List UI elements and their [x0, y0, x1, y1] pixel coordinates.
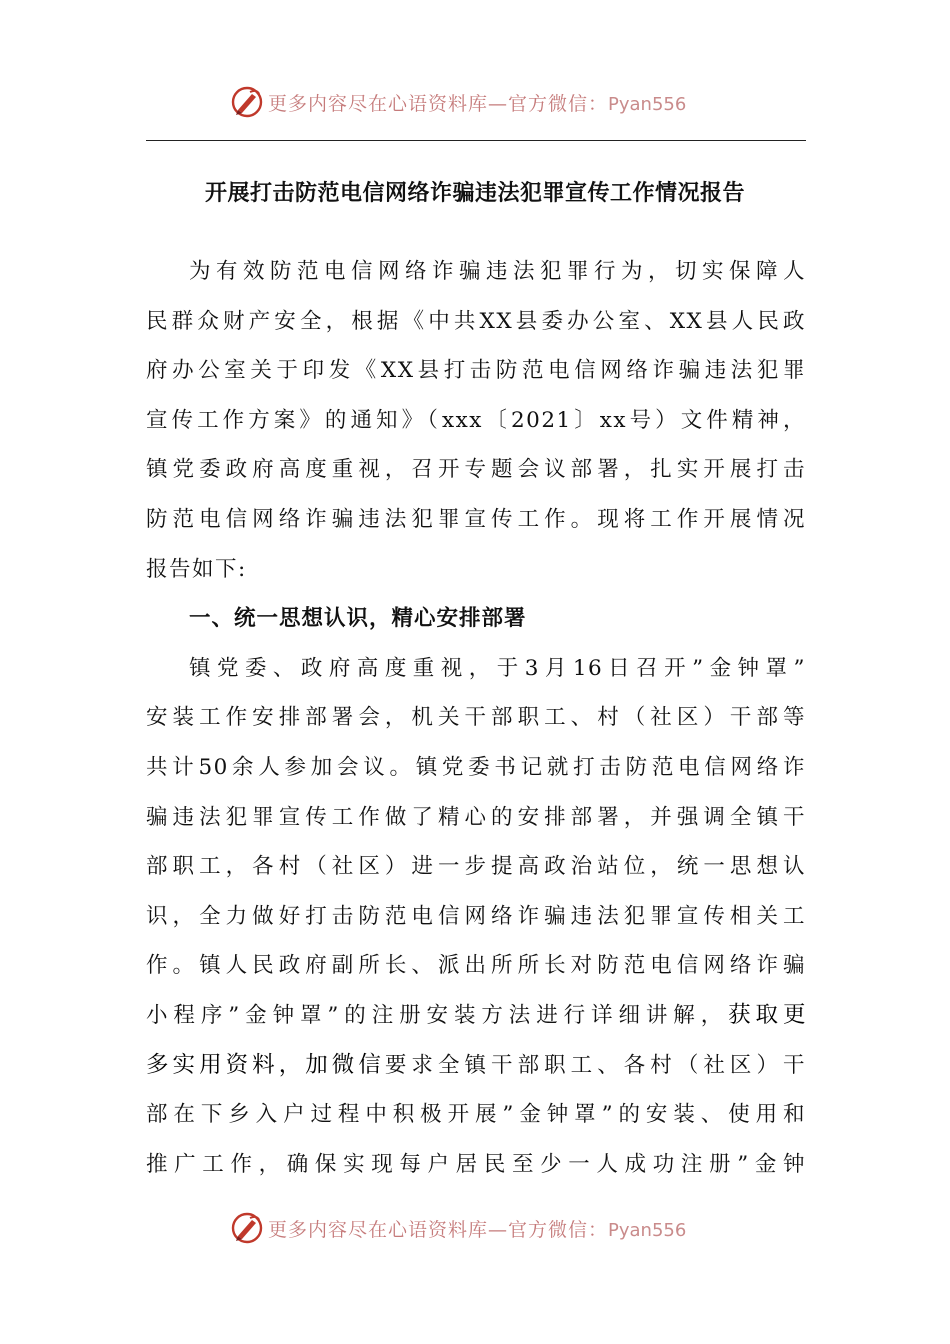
text-segment: 小程序”金钟罩”的注册安装方法进行详细讲解， [146, 1002, 729, 1028]
text-line: 防范电信网络诈骗违法犯罪宣传工作。现将工作开展情况 [146, 506, 806, 532]
text-line [146, 1041, 806, 1091]
text-segment: 要求全镇干部职工、各村（社区）干 [384, 1052, 806, 1078]
text-line: 为有效防范电信网络诈骗违法犯罪行为，切实保障人 [189, 259, 806, 284]
text-line: 镇党委、政府高度重视，于3月16日召开”金钟罩” [189, 655, 806, 681]
text-line: 共计50余人参加会议。镇党委书记就打击防范电信网络诈 [146, 754, 806, 780]
footer-banner-text: 更多内容尽在心语资料库—官方微信： [268, 1218, 609, 1241]
text-line: 民群众财产安全，根据《中共XX县委办公室、XX县人民政 [146, 308, 806, 334]
text-line: 推广工作，确保实现每户居民至少一人成功注册”金钟 [146, 1151, 806, 1177]
text-line: 府办公室关于印发《XX县打击防范电信网络诈骗违法犯罪 [146, 358, 806, 384]
text-line: 部在下乡入户过程中积极开展”金钟罩”的安装、使用和 [146, 1102, 806, 1128]
footer-wechat-id: Pyan556 [608, 1219, 687, 1241]
text-line: 镇党委政府高度重视，召开专题会议部署，扎实开展打击 [146, 457, 806, 483]
inline-ad-text: 获取更 [728, 1001, 806, 1028]
text-line [146, 991, 806, 1041]
header-banner [230, 82, 750, 122]
pen-logo-icon [230, 85, 264, 119]
text-line: 部职工，各村（社区）进一步提高政治站位，统一思想认 [146, 854, 806, 880]
header-wechat-id: Pyan556 [608, 93, 687, 115]
document-body [146, 247, 806, 1189]
header-divider [146, 140, 806, 141]
text-line: 作。镇人民政府副所长、派出所所长对防范电信网络诈骗 [146, 953, 806, 979]
footer-banner [230, 1208, 750, 1248]
text-line: 宣传工作方案》的通知》（xxx〔2021〕xx号）文件精神， [146, 407, 806, 433]
section-heading: 一、统一思想认识，精心安排部署 [189, 606, 527, 632]
pen-logo-icon [230, 1211, 264, 1245]
text-line: 安装工作安排部署会，机关干部职工、村（社区）干部等 [146, 705, 806, 731]
inline-ad-text: 多实用资料，加微信 [146, 1051, 385, 1078]
text-line: 报告如下: [146, 556, 247, 582]
text-line: 识，全力做好打击防范电信网络诈骗违法犯罪宣传相关工 [146, 903, 806, 929]
header-banner-text: 更多内容尽在心语资料库—官方微信： [268, 92, 609, 115]
text-line: 骗违法犯罪宣传工作做了精心的安排部署，并强调全镇干 [146, 804, 806, 830]
document-title: 开展打击防范电信网络诈骗违法犯罪宣传工作情况报告 [204, 181, 745, 206]
